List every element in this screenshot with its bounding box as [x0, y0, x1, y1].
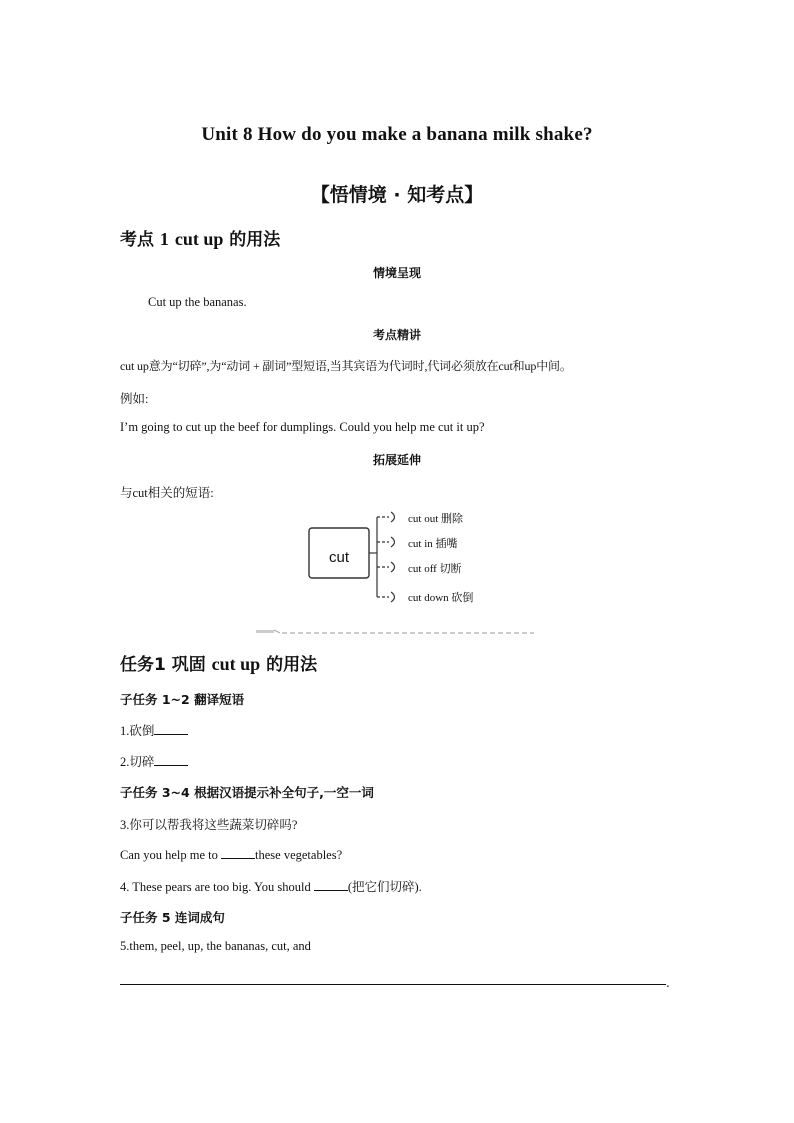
diagram-branch-2 [377, 536, 458, 550]
answer-line-period: . [666, 976, 670, 990]
section-title: 【悟情境 · 知考点】 [310, 184, 484, 206]
example-label: 例如: [120, 392, 149, 406]
diagram-branch-label: cut off 切断 [408, 563, 462, 575]
question-4-post: (把它们切碎). [347, 880, 422, 894]
question-3-post: these vegetables? [255, 848, 343, 862]
question-2 [120, 752, 188, 770]
question-1 [120, 721, 188, 739]
point1-heading-num: 1 [159, 229, 169, 249]
answer-line[interactable] [120, 984, 666, 985]
diagram-center-label: cut [328, 549, 350, 566]
answer-blank[interactable] [221, 846, 255, 859]
subtask3-label: 子任务 5 连词成句 [120, 910, 225, 925]
task1-heading [120, 650, 317, 675]
question-5: 5.them, peel, up, the bananas, cut, and [120, 939, 311, 953]
subtask2-label: 子任务 3~4 根据汉语提示补全句子,一空一词 [120, 785, 374, 800]
dashed-divider [256, 629, 534, 635]
diagram-branch-4 [377, 590, 473, 604]
question-3 [120, 846, 342, 863]
subtask1-label: 子任务 1~2 翻译短语 [120, 692, 245, 707]
diagram-branch-label: cut in 插嘴 [408, 538, 458, 550]
question-1-text: 1.砍倒 [120, 724, 155, 738]
explain-text: cut up意为“切碎”,为“动词 + 副词”型短语,当其宾语为代词时,代词必须放在cut和up中间。 [120, 359, 572, 373]
task1-heading-en: cut up [211, 654, 261, 674]
diagram-branch-label: cut down 砍倒 [408, 592, 474, 604]
page-title: Unit 8 How do you make a banana milk shake? [201, 124, 593, 145]
extend-label: 拓展延伸 [372, 453, 421, 467]
scene-sentence: Cut up the bananas. [148, 295, 247, 309]
answer-blank[interactable] [314, 878, 348, 891]
question-3-cn: 3.你可以帮我将这些蔬菜切碎吗? [120, 818, 298, 832]
point1-heading-cn1: 考点 [120, 230, 154, 250]
point1-heading [120, 225, 280, 250]
diagram-branch-3 [377, 561, 462, 575]
answer-blank[interactable] [154, 722, 188, 735]
question-2-text: 2.切碎 [120, 755, 155, 769]
answer-blank[interactable] [154, 753, 188, 766]
related-label: 与cut相关的短语: [120, 486, 214, 500]
point1-heading-en: cut up [174, 229, 224, 249]
explain-label: 考点精讲 [372, 328, 421, 342]
question-4-pre: 4. These pears are too big. You should [120, 880, 314, 894]
example-sentence: I’m going to cut up the beef for dumplings. Could you help me cut it up? [120, 420, 485, 434]
point1-heading-cn2: 的用法 [229, 230, 281, 250]
task1-heading-cn2: 的用法 [266, 655, 318, 675]
question-4 [120, 877, 422, 895]
diagram-branch-1 [377, 511, 464, 525]
cut-phrase-diagram [305, 505, 505, 609]
diagram-branch-label: cut out 删除 [408, 513, 463, 525]
question-3-pre: Can you help me to [120, 848, 222, 862]
scene-label: 情境呈现 [372, 266, 421, 280]
task1-heading-cn1: 任务1 巩固 [120, 655, 206, 675]
